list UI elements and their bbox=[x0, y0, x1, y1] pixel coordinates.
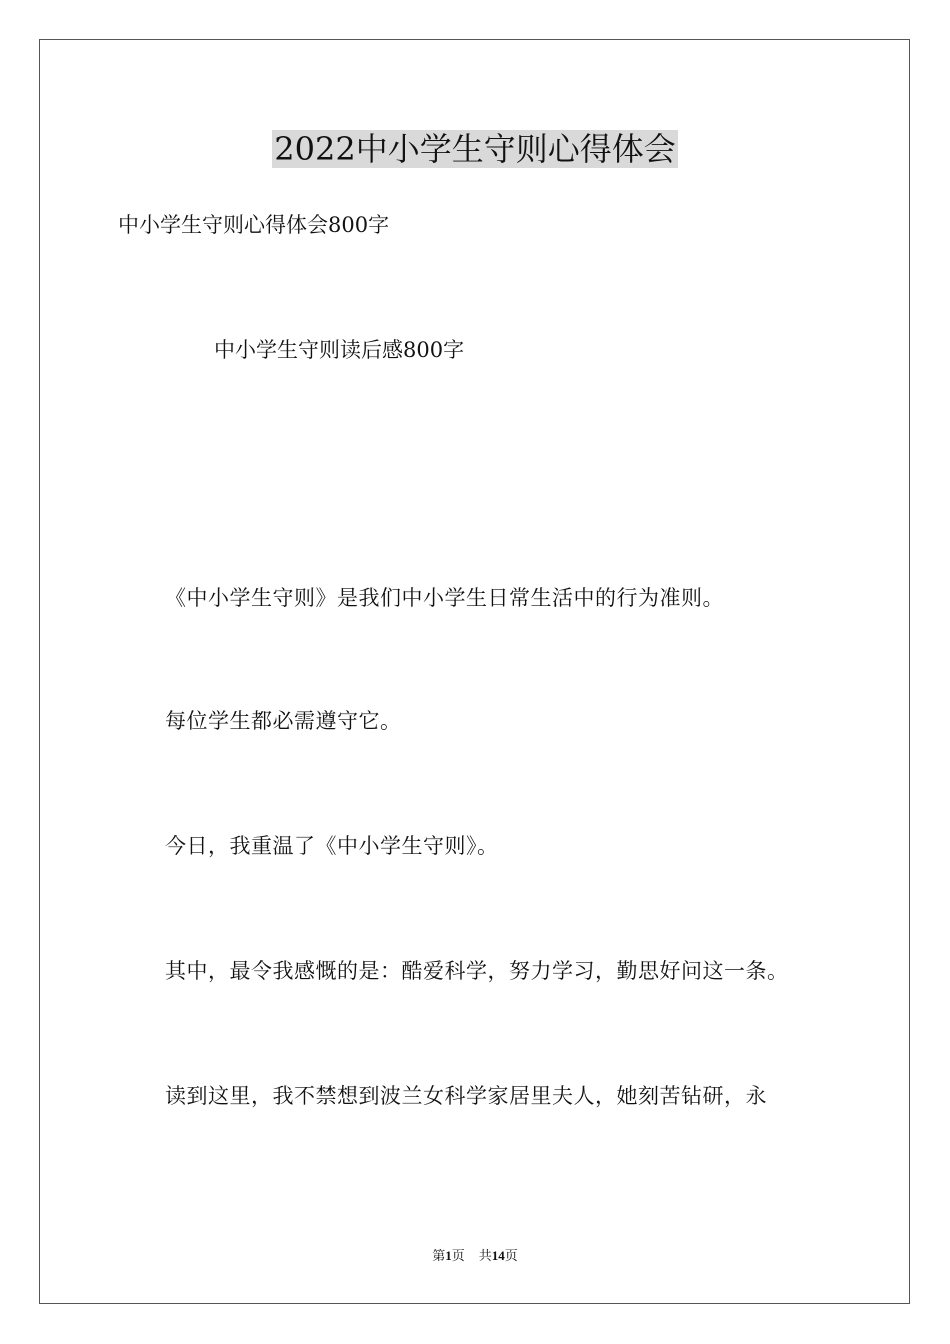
section-heading: 中小学生守则读后感800字 bbox=[214, 338, 465, 362]
document-subtitle: 中小学生守则心得体会800字 bbox=[118, 213, 390, 237]
page-suffix: 页 bbox=[451, 1248, 465, 1263]
paragraph: 每位学生都必需遵守它。 bbox=[165, 709, 402, 733]
paragraph: 其中，最令我感慨的是：酷爱科学，努力学习，勤思好问这一条。 bbox=[165, 959, 789, 983]
page-prefix: 第 bbox=[432, 1248, 446, 1263]
document-title bbox=[0, 127, 950, 171]
page-number: 1 bbox=[445, 1248, 452, 1263]
paragraph: 今日，我重温了《中小学生守则》。 bbox=[165, 834, 499, 858]
total-prefix: 共 bbox=[478, 1248, 492, 1263]
total-pages: 14 bbox=[491, 1248, 505, 1263]
total-suffix: 页 bbox=[504, 1248, 518, 1263]
page-footer bbox=[0, 1247, 950, 1265]
document-title-text: 2022中小学生守则心得体会 bbox=[274, 130, 676, 168]
paragraph: 读到这里，我不禁想到波兰女科学家居里夫人，她刻苦钻研，永 bbox=[165, 1084, 767, 1108]
paragraph: 《中小学生守则》是我们中小学生日常生活中的行为准则。 bbox=[165, 586, 724, 610]
